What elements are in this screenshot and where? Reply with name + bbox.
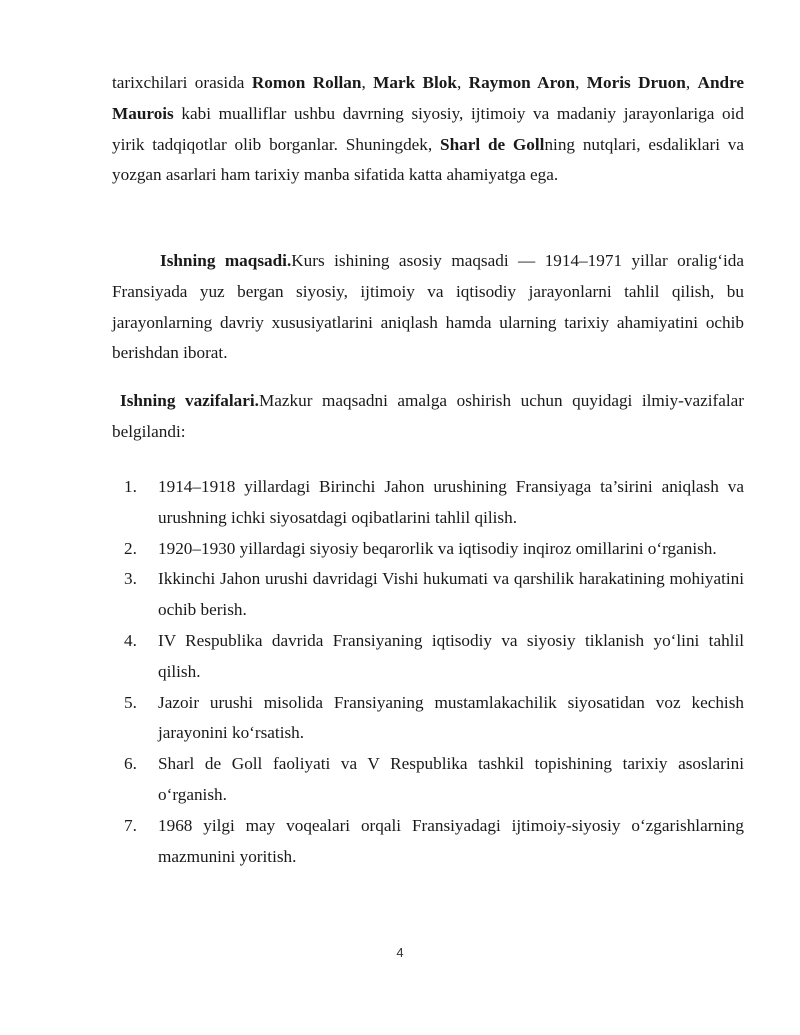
tasks-heading: Ishning vazifalari. xyxy=(120,391,259,410)
list-item-text: 1920–1930 yillardagi siyosiy beqarorlik va iqtisodiy inqiroz omillarini o‘rganish. xyxy=(158,538,717,558)
author-name: Mark Blok xyxy=(373,73,457,92)
list-item-text: 1914–1918 yillardagi Birinchi Jahon urushining Fransiyaga ta’sirini aniqlash va urushning ichki siyosatdagi oqibatlarini tahlil qilish. xyxy=(158,477,744,527)
list-item-text: 1968 yilgi may voqealari orqali Fransiyadagi ijtimoiy-siyosiy o‘zgarishlarning mazmunini yoritish. xyxy=(158,815,744,866)
list-item xyxy=(112,472,744,534)
list-item-text: Ikkinchi Jahon urushi davridagi Vishi hukumati va qarshilik harakatining mohiyatini ochib berish. xyxy=(158,569,744,620)
intro-text-2: kabi mualliflar ushbu davrning siyosiy, ijtimoiy va madaniy jarayonlariga oid yirik tadqiqotlar olib borganlar. Shuningdek, xyxy=(112,103,744,154)
author-name: Romon Rollan xyxy=(251,73,362,92)
separator: , xyxy=(456,73,469,92)
author-name: Sharl de Goll xyxy=(440,134,545,154)
page-number: 4 xyxy=(396,945,404,960)
goal-heading: Ishning maqsadi. xyxy=(160,251,292,270)
list-number: 2. xyxy=(124,538,137,558)
list-item-text: IV Respublika davrida Fransiyaning iqtisodiy va siyosiy tiklanish yo‘lini tahlil qilish. xyxy=(158,630,744,681)
list-number: 6. xyxy=(124,754,137,774)
tasks-intro-text: Mazkur maqsadni amalga oshirish uchun quyidagi ilmiy-vazifalar belgilandi: xyxy=(112,391,744,441)
intro-paragraph xyxy=(112,68,744,191)
intro-text-3: ning nutqlari, esdaliklari va yozgan asarlari ham tarixiy manba sifatida katta ahamiyatga ega. xyxy=(112,134,744,185)
list-number: 7. xyxy=(124,815,137,835)
list-number: 4. xyxy=(124,630,137,650)
separator: , xyxy=(361,73,374,92)
list-item-text: Jazoir urushi misolida Fransiyaning mustamlakachilik siyosatidan voz kechish jarayonini ko‘rsatish. xyxy=(158,692,744,743)
author-name: Andre Maurois xyxy=(112,73,745,123)
tasks-paragraph xyxy=(112,386,744,448)
author-name: Raymon Aron xyxy=(468,73,576,92)
list-item xyxy=(112,811,744,873)
author-name: Moris Druon xyxy=(586,73,686,92)
list-number: 5. xyxy=(124,692,137,712)
list-number: 1. xyxy=(124,477,137,496)
list-item xyxy=(112,626,744,688)
list-number: 3. xyxy=(124,569,137,589)
list-item xyxy=(112,688,744,750)
separator: , xyxy=(575,73,587,92)
list-item-text: Sharl de Goll faoliyati va V Respublika tashkil topishining tarixiy asoslarini o‘rganish. xyxy=(158,754,744,804)
separator: , xyxy=(685,73,698,92)
intro-text-1: tarixchilari orasida xyxy=(112,73,252,92)
list-item xyxy=(112,749,744,811)
list-item xyxy=(112,534,744,565)
list-item xyxy=(112,564,744,626)
goal-paragraph xyxy=(112,246,744,369)
goal-text: Kurs ishining asosiy maqsadi — 1914–1971 yillar oralig‘ida Fransiyada yuz bergan siyosiy, ijtimoiy va iqtisodiy jarayonlarni tahlil qilish, bu jarayonlarning davriy xususiyatlarini aniqlash hamda ularning tarixiy ahamiyatini ochib berishdan iborat. xyxy=(112,251,744,363)
tasks-list xyxy=(112,472,744,872)
